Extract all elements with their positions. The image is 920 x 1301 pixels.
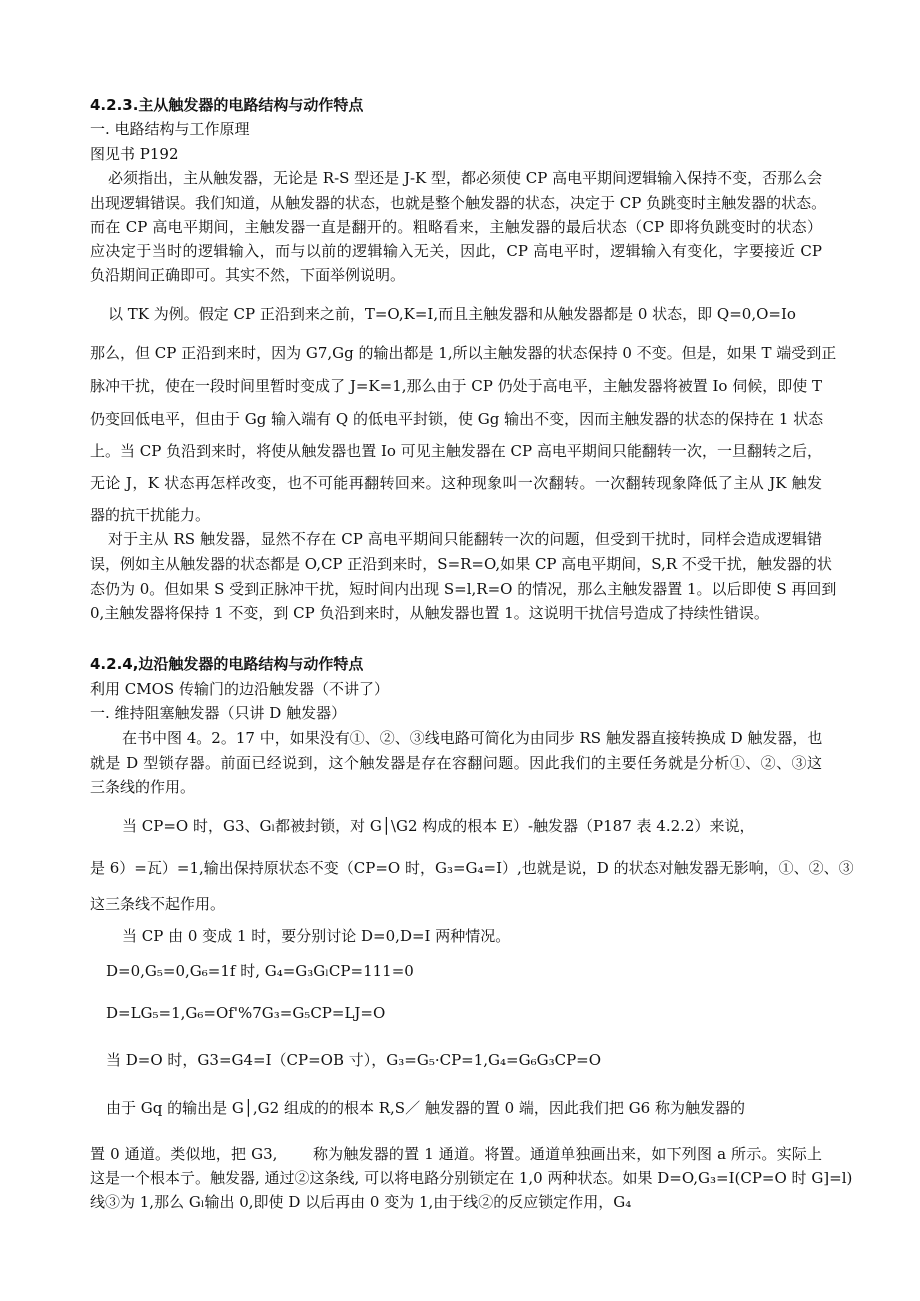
equation-line: 当 D=O 时，G3=G4=I（CP=OB 寸），G₃=G₅·CP=1,G₄=G₆G₃CP=O [106,1051,602,1069]
paragraph-line: 态仍为 0。但如果 S 受到正脉冲干扰，短时间内出现 S=l,R=O 的情况，那么主触发器置 1。以后即使 S 再回到 [90,580,837,598]
paragraph-line: 置 0 通道。类似地，把 G3, 称为触发器的置 1 通道。将置。通道单独画出来，如下列图 a 所示。实际上 [90,1145,822,1163]
paragraph-line: 由于 Gq 的输出是 G│,G2 组成的的根本 R,S／ 触发器的置 0 端，因此我们把 G6 称为触发器的 [106,1099,745,1117]
equation-line: D=0,G₅=0,G₆=1f 时, G₄=G₃GₗCP=111=0 [106,962,414,980]
paragraph-line: 必须指出，主从触发器，无论是 R-S 型还是 J-K 型，都必须使 CP 高电平期间逻辑输入保持不变，否那么会 [108,169,823,187]
paragraph-line: 0,主触发器将保持 1 不变，到 CP 负沿到来时，从触发器也置 1。这说明干扰信号造成了持续性错误。 [90,604,769,622]
paragraph-line: 当 CP=O 时，G3、Gₗ都被封锁，对 G│\G2 构成的根本 E）-触发器（P187 表 4.2.2）来说， [122,817,755,835]
section-heading-4-2-3: 4.2.3.主从触发器的电路结构与动作特点 [90,96,364,114]
equation-line: D=LG₅=1,G₆=Of'%7G₃=G₅CP=LJ=O [106,1004,386,1022]
paragraph-line: 出现逻辑错误。我们知道，从触发器的状态，也就是整个触发器的状态，决定于 CP 负跳变时主触发器的状态。 [90,194,827,212]
paragraph-line: 就是 D 型锁存器。前面已经说到，这个触发器是存在容翻问题。因此我们的主要任务就是分析①、②、③这 [90,754,822,772]
paragraph-line: 以 TK 为例。假定 CP 正沿到来之前，T=O,K=I,而且主触发器和从触发器都是 0 状态，即 Q=0,O=Io [108,305,796,323]
paragraph-line: 器的抗干扰能力。 [90,506,211,524]
paragraph-line: 仍变回低电平，但由于 Gg 输入端有 Q 的低电平封锁，使 Gg 输出不变，因而主触发器的状态的保持在 1 状态 [90,410,824,428]
subheading-cmos: 利用 CMOS 传输门的边沿触发器（不讲了） [90,680,389,698]
paragraph-line: 负沿期间正确即可。其实不然，下面举例说明。 [90,266,406,284]
paragraph-line: 在书中图 4。2。17 中，如果没有①、②、③线电路可简化为由同步 RS 触发器直接转换成 D 触发器，也 [122,729,823,747]
paragraph-line: 线③为 1,那么 Gₗ输出 0,即使 D 以后再由 0 变为 1,由于线②的反应锁定作用，G₄ [90,1193,632,1211]
paragraph-line: 三条线的作用。 [90,778,196,796]
paragraph-line: 无论 J，K 状态再怎样改变，也不可能再翻转回来。这种现象叫一次翻转。一次翻转现象降低了主从 JK 触发 [90,474,822,492]
paragraph-line: 当 CP 由 0 变成 1 时，要分别讨论 D=0,D=I 两种情况。 [122,927,511,945]
paragraph-line: 上。当 CP 负沿到来时，将使从触发器也置 Io 可见主触发器在 CP 高电平期间只能翻转一次，一旦翻转之后， [90,442,822,460]
paragraph-line: 应决定于当时的逻辑输入，而与以前的逻辑输入无关，因此，CP 高电平时，逻辑输入有变化，字要接近 CP [90,242,822,260]
figure-reference: 图见书 P192 [90,145,179,163]
subheading-circuit-structure: 一. 电路结构与工作原理 [90,120,250,138]
paragraph-line: 而在 CP 高电平期间，主触发器一直是翻开的。粗略看来，主触发器的最后状态（CP 即将负跳变时的状态） [90,218,822,236]
paragraph-line: 对于主从 RS 触发器，显然不存在 CP 高电平期间只能翻转一次的问题，但受到干扰时，同样会造成逻辑错 [108,530,822,548]
paragraph-line: 这三条线不起作用。 [90,895,226,913]
paragraph-line: 这是一个根本亍。触发器, 通过②这条线, 可以将电路分别锁定在 1,0 两种状态。如果 D=O,G₃=I(CP=O 时 G]=l) [90,1169,853,1187]
section-heading-4-2-4: 4.2.4,边沿触发器的电路结构与动作特点 [90,655,364,673]
paragraph-line: 是 6）=瓦）=1,输出保持原状态不变（CP=O 时，G₃=G₄=I）,也就是说，D 的状态对触发器无影响，①、②、③ [90,859,854,877]
paragraph-line: 那么，但 CP 正沿到来时，因为 G7,Gg 的输出都是 1,所以主触发器的状态保持 0 不变。但是，如果 T 端受到正 [90,344,837,362]
paragraph-line: 误，例如主从触发器的状态都是 O,CP 正沿到来时，S=R=O,如果 CP 高电平期间，S,R 不受干扰，触发器的状 [90,555,832,573]
subheading-maintain-block: 一. 维持阻塞触发器（只讲 D 触发器） [90,704,347,722]
paragraph-line: 脉冲干扰，使在一段时间里暂时变成了 J=K=1,那么由于 CP 仍处于高电平，主触发器将被置 Io 伺候，即使 T [90,377,822,395]
